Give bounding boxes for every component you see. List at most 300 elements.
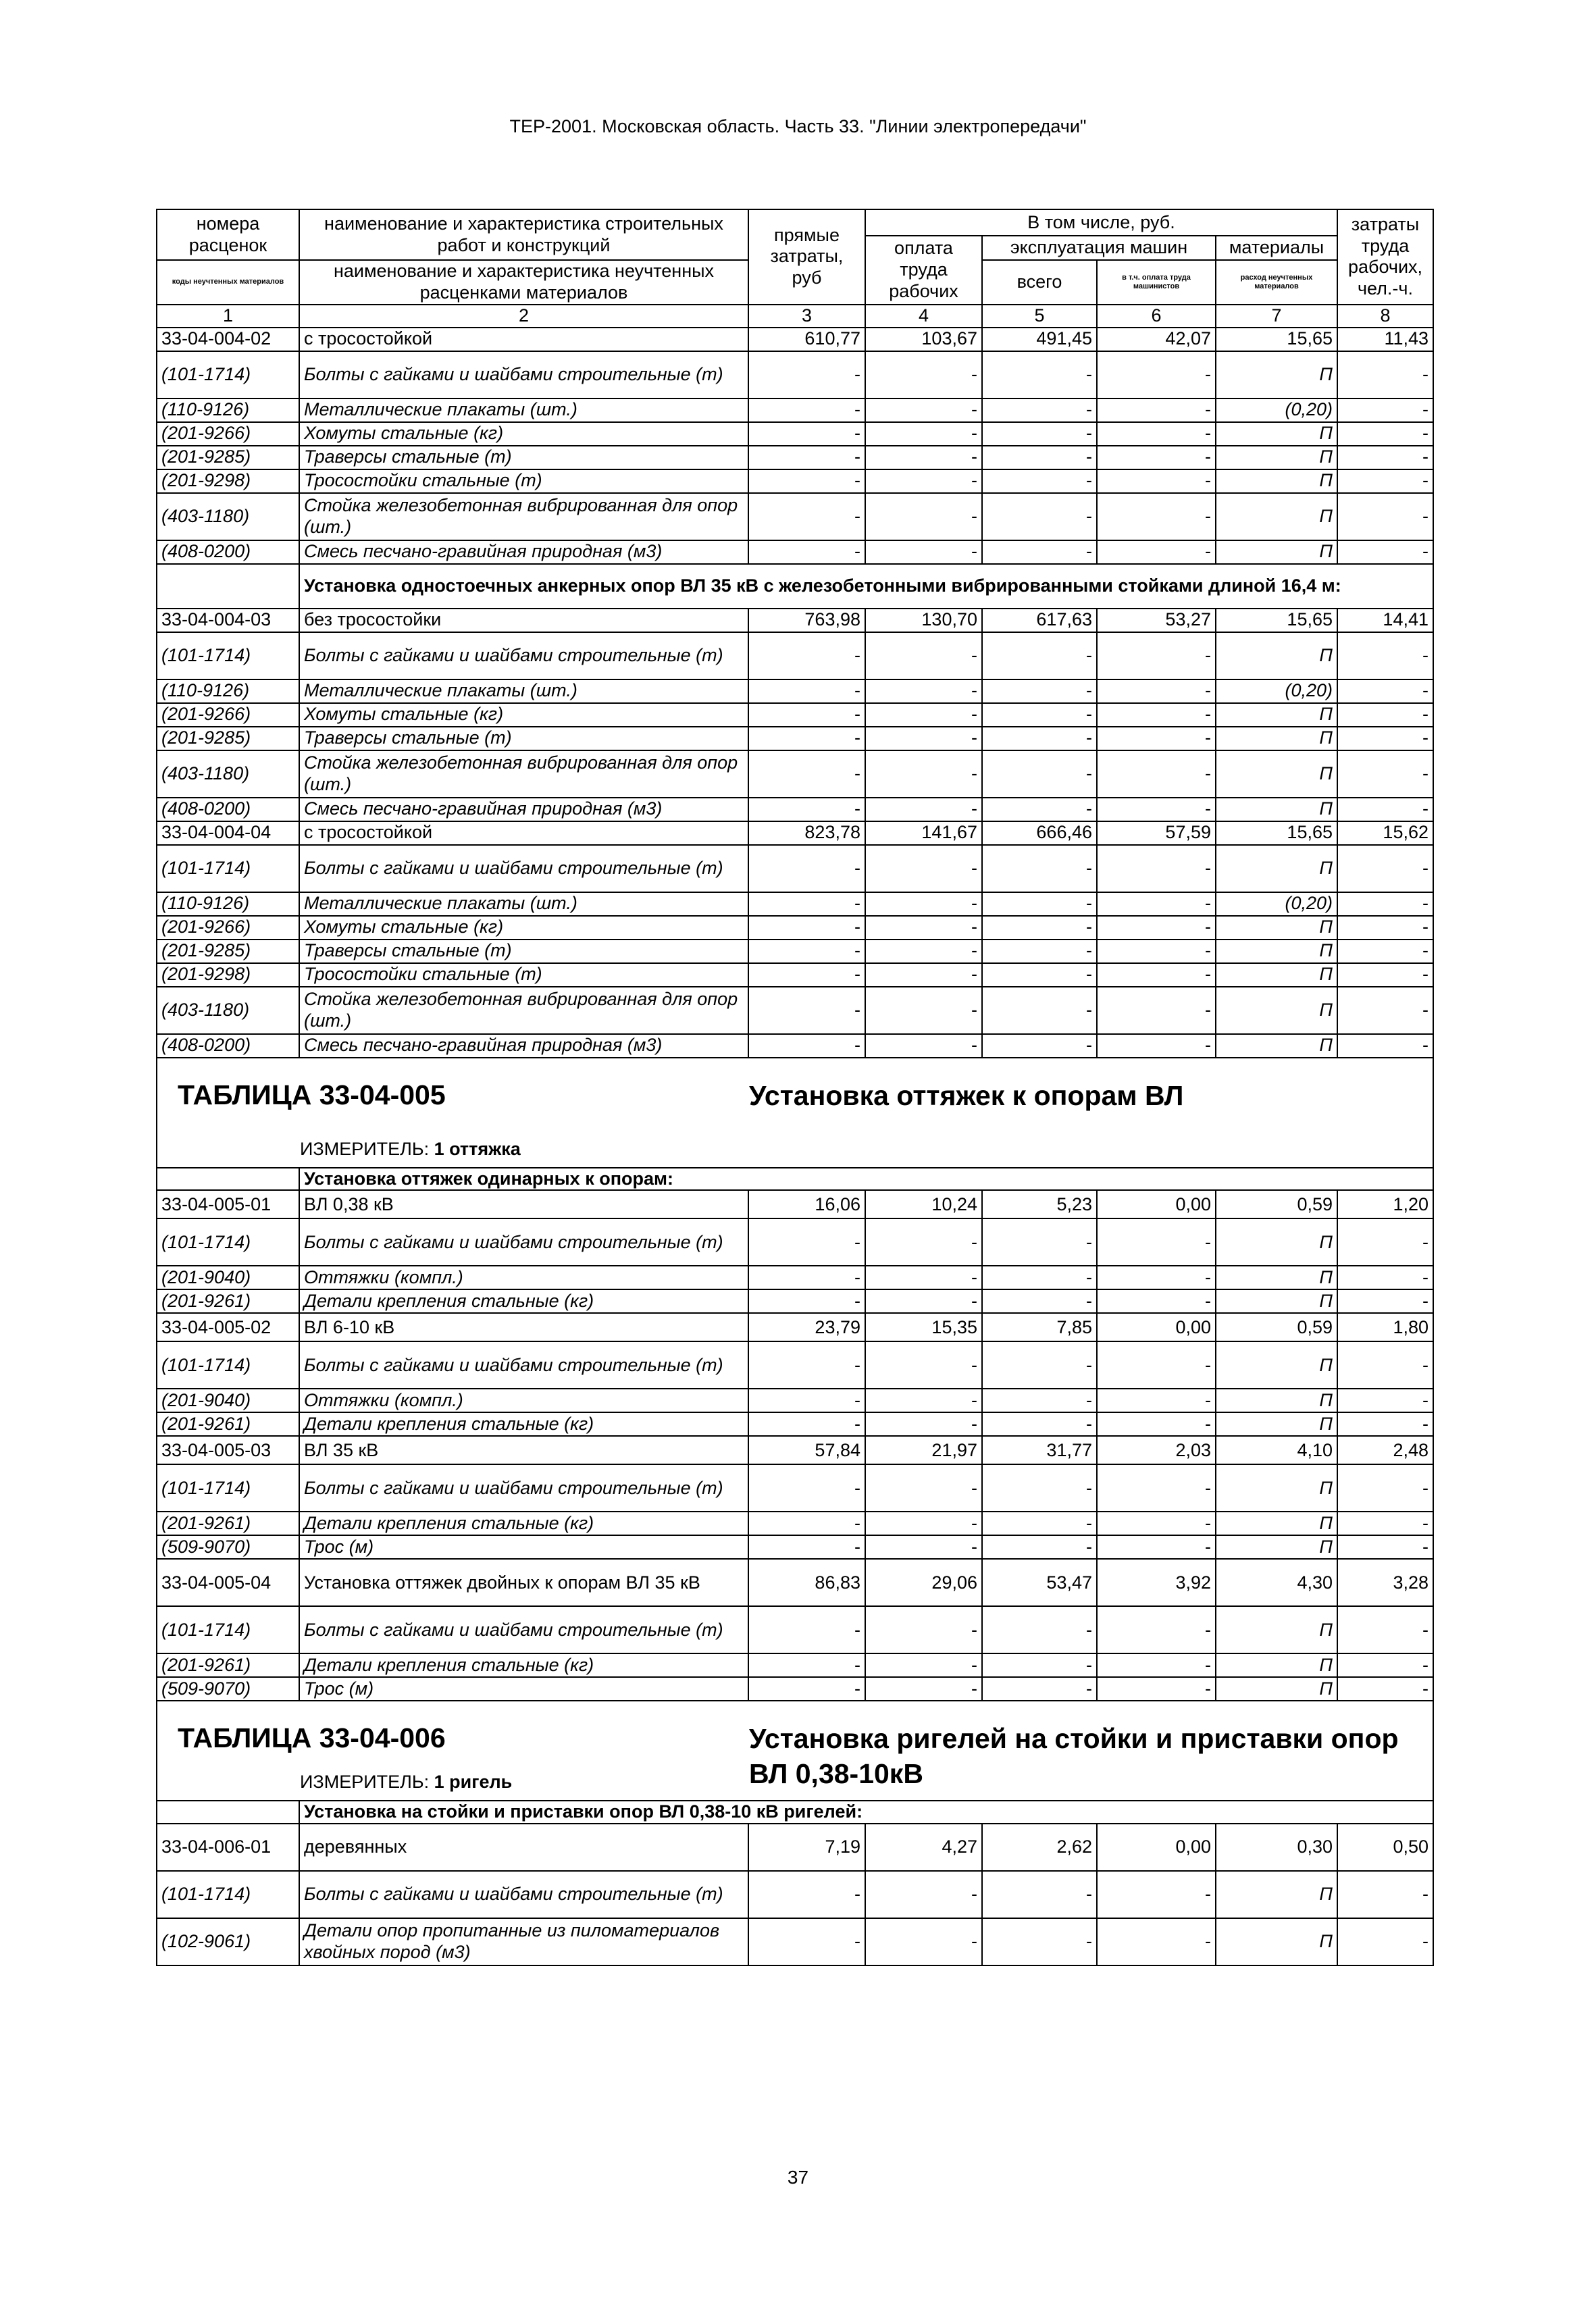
header-materials: материалы	[1216, 236, 1337, 260]
wages: -	[865, 1677, 982, 1701]
operator-wages: -	[1097, 987, 1216, 1034]
wages: -	[865, 1341, 982, 1389]
material-row	[157, 703, 1433, 727]
machines-total: -	[982, 1464, 1097, 1512]
header-material-names: наименование и характеристика неучтенных расценками материалов	[299, 260, 748, 305]
operator-wages: -	[1097, 1289, 1216, 1313]
material-name: Оттяжки (компл.)	[299, 1266, 748, 1289]
labor-hours: 11,43	[1337, 328, 1433, 351]
materials-value: П	[1216, 540, 1337, 564]
direct-costs: -	[748, 1512, 865, 1535]
table-title-row	[157, 1058, 1433, 1168]
direct-costs: -	[748, 351, 865, 398]
machines-total: 31,77	[982, 1436, 1097, 1464]
machines-total: -	[982, 1512, 1097, 1535]
rate-row	[157, 1559, 1433, 1606]
direct-costs: -	[748, 750, 865, 798]
rate-row	[157, 609, 1433, 632]
material-code: (101-1714)	[157, 1218, 299, 1266]
wages: -	[865, 446, 982, 469]
operator-wages: -	[1097, 493, 1216, 540]
material-name: Металлические плакаты (шт.)	[299, 892, 748, 916]
col-number: 6	[1097, 305, 1216, 328]
material-code: (403-1180)	[157, 750, 299, 798]
operator-wages: -	[1097, 916, 1216, 940]
materials-value: П	[1216, 1266, 1337, 1289]
wages: -	[865, 1034, 982, 1058]
wages: -	[865, 422, 982, 446]
material-code: (403-1180)	[157, 493, 299, 540]
labor-hours: -	[1337, 1535, 1433, 1559]
machines-total: 617,63	[982, 609, 1097, 632]
wages: -	[865, 845, 982, 892]
direct-costs: -	[748, 1677, 865, 1701]
col-number: 2	[299, 305, 748, 328]
materials-value: П	[1216, 703, 1337, 727]
work-name: ВЛ 0,38 кВ	[299, 1190, 748, 1218]
rates-table	[156, 209, 1434, 1966]
wages: 15,35	[865, 1313, 982, 1341]
wages: -	[865, 1289, 982, 1313]
materials-value: 0,30	[1216, 1824, 1337, 1871]
machines-total: 53,47	[982, 1559, 1097, 1606]
operator-wages: -	[1097, 1677, 1216, 1701]
labor-hours: -	[1337, 963, 1433, 987]
operator-wages: -	[1097, 398, 1216, 422]
labor-hours: -	[1337, 892, 1433, 916]
material-code: (110-9126)	[157, 398, 299, 422]
material-row	[157, 493, 1433, 540]
direct-costs: -	[748, 703, 865, 727]
table-heading: Установка оттяжек к опорам ВЛ	[749, 1079, 1184, 1111]
direct-costs: -	[748, 493, 865, 540]
machines-total: -	[982, 446, 1097, 469]
machines-total: -	[982, 1606, 1097, 1653]
labor-hours: -	[1337, 446, 1433, 469]
material-row	[157, 1512, 1433, 1535]
header-direct-costs: прямые затраты, руб	[748, 209, 865, 305]
materials-value: П	[1216, 727, 1337, 750]
material-row	[157, 916, 1433, 940]
material-name: Детали крепления стальные (кг)	[299, 1512, 748, 1535]
operator-wages: -	[1097, 1412, 1216, 1436]
materials-value: П	[1216, 1218, 1337, 1266]
operator-wages: -	[1097, 446, 1216, 469]
material-code: (201-9266)	[157, 422, 299, 446]
machines-total: -	[982, 1535, 1097, 1559]
machines-total: -	[982, 540, 1097, 564]
work-name: Установка оттяжек двойных к опорам ВЛ 35 кВ	[299, 1559, 748, 1606]
labor-hours: -	[1337, 1464, 1433, 1512]
material-code: (101-1714)	[157, 1464, 299, 1512]
material-row	[157, 892, 1433, 916]
material-code: (403-1180)	[157, 987, 299, 1034]
machines-total: -	[982, 1289, 1097, 1313]
header-codes-top: номера расценок	[157, 209, 299, 260]
operator-wages: -	[1097, 1535, 1216, 1559]
direct-costs: -	[748, 1464, 865, 1512]
material-name: Детали крепления стальные (кг)	[299, 1289, 748, 1313]
machines-total: -	[982, 703, 1097, 727]
material-name: Траверсы стальные (т)	[299, 940, 748, 963]
operator-wages: -	[1097, 1606, 1216, 1653]
material-code: (101-1714)	[157, 632, 299, 679]
material-code: (201-9261)	[157, 1412, 299, 1436]
labor-hours: 14,41	[1337, 609, 1433, 632]
material-row	[157, 1653, 1433, 1677]
material-code: (201-9285)	[157, 446, 299, 469]
materials-value: П	[1216, 446, 1337, 469]
direct-costs: -	[748, 916, 865, 940]
header-material-codes: коды неучтенных материалов	[157, 260, 299, 305]
material-code: (408-0200)	[157, 798, 299, 821]
operator-wages: 42,07	[1097, 328, 1216, 351]
direct-costs: -	[748, 798, 865, 821]
material-name: Оттяжки (компл.)	[299, 1389, 748, 1412]
labor-hours: -	[1337, 1918, 1433, 1965]
wages: 10,24	[865, 1190, 982, 1218]
wages: 4,27	[865, 1824, 982, 1871]
material-name: Детали крепления стальные (кг)	[299, 1653, 748, 1677]
material-name: Болты с гайками и шайбами строительные (т)	[299, 845, 748, 892]
material-name: Стойка железобетонная вибрированная для опор (шт.)	[299, 493, 748, 540]
rate-code: 33-04-005-01	[157, 1190, 299, 1218]
labor-hours: -	[1337, 940, 1433, 963]
material-name: Болты с гайками и шайбами строительные (т)	[299, 1341, 748, 1389]
material-code: (101-1714)	[157, 1871, 299, 1918]
material-row	[157, 798, 1433, 821]
labor-hours: -	[1337, 632, 1433, 679]
machines-total: -	[982, 845, 1097, 892]
wages: -	[865, 1653, 982, 1677]
material-name: Хомуты стальные (кг)	[299, 703, 748, 727]
material-code: (201-9261)	[157, 1512, 299, 1535]
materials-value: (0,20)	[1216, 679, 1337, 703]
rate-row	[157, 328, 1433, 351]
header-machines-total: всего	[982, 260, 1097, 305]
material-code: (408-0200)	[157, 540, 299, 564]
labor-hours: -	[1337, 916, 1433, 940]
wages: -	[865, 351, 982, 398]
material-row	[157, 1034, 1433, 1058]
machines-total: 2,62	[982, 1824, 1097, 1871]
operator-wages: -	[1097, 727, 1216, 750]
materials-value: 4,30	[1216, 1559, 1337, 1606]
labor-hours: 15,62	[1337, 821, 1433, 845]
work-name: с тросостойкой	[299, 821, 748, 845]
section-header-row	[157, 564, 1433, 609]
wages: -	[865, 469, 982, 493]
material-code: (110-9126)	[157, 892, 299, 916]
machines-total: -	[982, 398, 1097, 422]
material-name: Металлические плакаты (шт.)	[299, 398, 748, 422]
operator-wages: -	[1097, 940, 1216, 963]
material-name: Тросостойки стальные (т)	[299, 963, 748, 987]
materials-value: П	[1216, 1535, 1337, 1559]
header-labor: затраты труда рабочих, чел.-ч.	[1337, 209, 1433, 305]
material-code: (101-1714)	[157, 351, 299, 398]
machines-total: 5,23	[982, 1190, 1097, 1218]
materials-value: П	[1216, 493, 1337, 540]
work-name: деревянных	[299, 1824, 748, 1871]
machines-total: -	[982, 1266, 1097, 1289]
labor-hours: 2,48	[1337, 1436, 1433, 1464]
material-row	[157, 940, 1433, 963]
operator-wages: -	[1097, 469, 1216, 493]
material-name: Траверсы стальные (т)	[299, 727, 748, 750]
operator-wages: -	[1097, 540, 1216, 564]
rate-code: 33-04-004-04	[157, 821, 299, 845]
machines-total: -	[982, 798, 1097, 821]
work-name: ВЛ 35 кВ	[299, 1436, 748, 1464]
machines-total: -	[982, 1034, 1097, 1058]
material-name: Болты с гайками и шайбами строительные (т)	[299, 632, 748, 679]
labor-hours: -	[1337, 987, 1433, 1034]
machines-total: -	[982, 1218, 1097, 1266]
materials-value: П	[1216, 940, 1337, 963]
labor-hours: 0,50	[1337, 1824, 1433, 1871]
labor-hours: -	[1337, 727, 1433, 750]
material-code: (201-9298)	[157, 963, 299, 987]
material-row	[157, 1389, 1433, 1412]
page-number: 37	[787, 2167, 809, 2188]
labor-hours: -	[1337, 1218, 1433, 1266]
material-row	[157, 1918, 1433, 1965]
wages: 141,67	[865, 821, 982, 845]
materials-value: П	[1216, 1464, 1337, 1512]
operator-wages: -	[1097, 845, 1216, 892]
section-title: Установка одностоечных анкерных опор ВЛ 35 кВ с железобетонными вибрированными стойками длиной 16,4 м:	[299, 564, 1433, 609]
material-name: Детали опор пропитанные из пиломатериалов хвойных пород (м3)	[299, 1918, 748, 1965]
section-title: Установка на стойки и приставки опор ВЛ 0,38-10 кВ ригелей:	[299, 1801, 1433, 1824]
material-code: (201-9285)	[157, 727, 299, 750]
machines-total: -	[982, 1653, 1097, 1677]
labor-hours: 1,20	[1337, 1190, 1433, 1218]
materials-value: (0,20)	[1216, 398, 1337, 422]
direct-costs: -	[748, 1653, 865, 1677]
wages: -	[865, 1512, 982, 1535]
material-code: (110-9126)	[157, 679, 299, 703]
operator-wages: 53,27	[1097, 609, 1216, 632]
operator-wages: 0,00	[1097, 1824, 1216, 1871]
direct-costs: -	[748, 1412, 865, 1436]
labor-hours: -	[1337, 1871, 1433, 1918]
material-code: (201-9040)	[157, 1389, 299, 1412]
operator-wages: -	[1097, 1918, 1216, 1965]
table-title-block	[157, 1701, 1433, 1801]
material-name: Болты с гайками и шайбами строительные (т)	[299, 1606, 748, 1653]
rate-code: 33-04-006-01	[157, 1824, 299, 1871]
direct-costs: 23,79	[748, 1313, 865, 1341]
machines-total: -	[982, 727, 1097, 750]
material-row	[157, 540, 1433, 564]
material-name: Стойка железобетонная вибрированная для опор (шт.)	[299, 750, 748, 798]
material-code: (201-9298)	[157, 469, 299, 493]
material-code: (408-0200)	[157, 1034, 299, 1058]
rate-code: 33-04-004-03	[157, 609, 299, 632]
operator-wages: 0,00	[1097, 1313, 1216, 1341]
material-name: Болты с гайками и шайбами строительные (т)	[299, 1218, 748, 1266]
wages: -	[865, 1389, 982, 1412]
labor-hours: -	[1337, 1034, 1433, 1058]
wages: -	[865, 679, 982, 703]
direct-costs: -	[748, 845, 865, 892]
material-code: (509-9070)	[157, 1677, 299, 1701]
machines-total: -	[982, 493, 1097, 540]
machines-total: -	[982, 940, 1097, 963]
wages: 130,70	[865, 609, 982, 632]
table-body	[157, 328, 1433, 1966]
direct-costs: -	[748, 963, 865, 987]
materials-value: П	[1216, 1034, 1337, 1058]
labor-hours: -	[1337, 469, 1433, 493]
labor-hours: -	[1337, 1677, 1433, 1701]
direct-costs: -	[748, 1266, 865, 1289]
measure-value: 1 ригель	[434, 1772, 513, 1793]
material-name: Стойка железобетонная вибрированная для опор (шт.)	[299, 987, 748, 1034]
machines-total: -	[982, 1412, 1097, 1436]
material-row	[157, 1464, 1433, 1512]
material-name: Металлические плакаты (шт.)	[299, 679, 748, 703]
operator-wages: -	[1097, 703, 1216, 727]
materials-value: П	[1216, 987, 1337, 1034]
direct-costs: -	[748, 727, 865, 750]
operator-wages: 2,03	[1097, 1436, 1216, 1464]
material-row	[157, 1535, 1433, 1559]
wages: -	[865, 727, 982, 750]
wages: -	[865, 1412, 982, 1436]
direct-costs: -	[748, 1871, 865, 1918]
material-row	[157, 987, 1433, 1034]
material-row	[157, 422, 1433, 446]
material-name: Траверсы стальные (т)	[299, 446, 748, 469]
direct-costs: -	[748, 446, 865, 469]
direct-costs: 57,84	[748, 1436, 865, 1464]
material-code: (201-9266)	[157, 703, 299, 727]
wages: -	[865, 493, 982, 540]
materials-value: П	[1216, 798, 1337, 821]
material-code: (101-1714)	[157, 1606, 299, 1653]
material-row	[157, 727, 1433, 750]
operator-wages: -	[1097, 892, 1216, 916]
material-code: (509-9070)	[157, 1535, 299, 1559]
wages: 103,67	[865, 328, 982, 351]
table-title-block	[157, 1058, 1433, 1168]
material-row	[157, 679, 1433, 703]
material-name: Трос (м)	[299, 1677, 748, 1701]
header-work-name: наименование и характеристика строительных работ и конструкций	[299, 209, 748, 260]
direct-costs: -	[748, 1218, 865, 1266]
material-row	[157, 1266, 1433, 1289]
col-number: 1	[157, 305, 299, 328]
material-code: (102-9061)	[157, 1918, 299, 1965]
material-name: Хомуты стальные (кг)	[299, 422, 748, 446]
work-name: ВЛ 6-10 кВ	[299, 1313, 748, 1341]
table-header	[157, 209, 1433, 328]
section-spacer	[157, 564, 299, 609]
work-name: без тросостойки	[299, 609, 748, 632]
direct-costs: -	[748, 1606, 865, 1653]
wages: -	[865, 540, 982, 564]
labor-hours: -	[1337, 398, 1433, 422]
material-code: (101-1714)	[157, 845, 299, 892]
rate-row	[157, 1313, 1433, 1341]
col-number: 8	[1337, 305, 1433, 328]
wages: 29,06	[865, 1559, 982, 1606]
materials-value: П	[1216, 1653, 1337, 1677]
rate-code: 33-04-005-02	[157, 1313, 299, 1341]
material-row	[157, 1606, 1433, 1653]
material-row	[157, 1677, 1433, 1701]
rate-row	[157, 1190, 1433, 1218]
wages: -	[865, 1464, 982, 1512]
machines-total: -	[982, 1341, 1097, 1389]
material-name: Болты с гайками и шайбами строительные (т)	[299, 351, 748, 398]
material-name: Трос (м)	[299, 1535, 748, 1559]
measure-label: ИЗМЕРИТЕЛЬ:	[300, 1138, 430, 1159]
materials-value: П	[1216, 422, 1337, 446]
labor-hours: -	[1337, 1341, 1433, 1389]
machines-total: 491,45	[982, 328, 1097, 351]
material-row	[157, 351, 1433, 398]
materials-value: П	[1216, 1871, 1337, 1918]
material-row	[157, 469, 1433, 493]
wages: -	[865, 916, 982, 940]
header-operator-wages: в т.ч. оплата труда машинистов	[1097, 260, 1216, 305]
material-code: (201-9266)	[157, 916, 299, 940]
wages: -	[865, 632, 982, 679]
direct-costs: -	[748, 892, 865, 916]
machines-total: -	[982, 1918, 1097, 1965]
machines-total: -	[982, 916, 1097, 940]
material-name: Смесь песчано-гравийная природная (м3)	[299, 1034, 748, 1058]
wages: -	[865, 798, 982, 821]
materials-value: 0,59	[1216, 1313, 1337, 1341]
operator-wages: -	[1097, 679, 1216, 703]
labor-hours: -	[1337, 1412, 1433, 1436]
rate-code: 33-04-005-04	[157, 1559, 299, 1606]
direct-costs: -	[748, 469, 865, 493]
machines-total: -	[982, 632, 1097, 679]
wages: -	[865, 1266, 982, 1289]
labor-hours: -	[1337, 1389, 1433, 1412]
measure-line	[157, 1139, 1433, 1160]
material-row	[157, 1341, 1433, 1389]
header-wages: оплата труда рабочих	[865, 236, 982, 305]
machines-total: -	[982, 892, 1097, 916]
section-title: Установка оттяжек одинарных к опорам:	[299, 1168, 1433, 1191]
materials-value: П	[1216, 916, 1337, 940]
labor-hours: -	[1337, 703, 1433, 727]
material-name: Тросостойки стальные (т)	[299, 469, 748, 493]
work-name: с тросостойкой	[299, 328, 748, 351]
material-name: Болты с гайками и шайбами строительные (т)	[299, 1464, 748, 1512]
materials-value: П	[1216, 1918, 1337, 1965]
table-heading: Установка ригелей на стойки и приставки опор ВЛ 0,38-10кВ	[749, 1723, 1399, 1789]
operator-wages: -	[1097, 351, 1216, 398]
material-name: Болты с гайками и шайбами строительные (т)	[299, 1871, 748, 1918]
labor-hours: 3,28	[1337, 1559, 1433, 1606]
header-material-consumption: расход неучтенных материалов	[1216, 260, 1337, 305]
materials-value: П	[1216, 1389, 1337, 1412]
direct-costs: -	[748, 987, 865, 1034]
operator-wages: -	[1097, 798, 1216, 821]
direct-costs: -	[748, 422, 865, 446]
operator-wages: 3,92	[1097, 1559, 1216, 1606]
materials-value: П	[1216, 963, 1337, 987]
section-spacer	[157, 1168, 299, 1191]
section-spacer	[157, 1801, 299, 1824]
